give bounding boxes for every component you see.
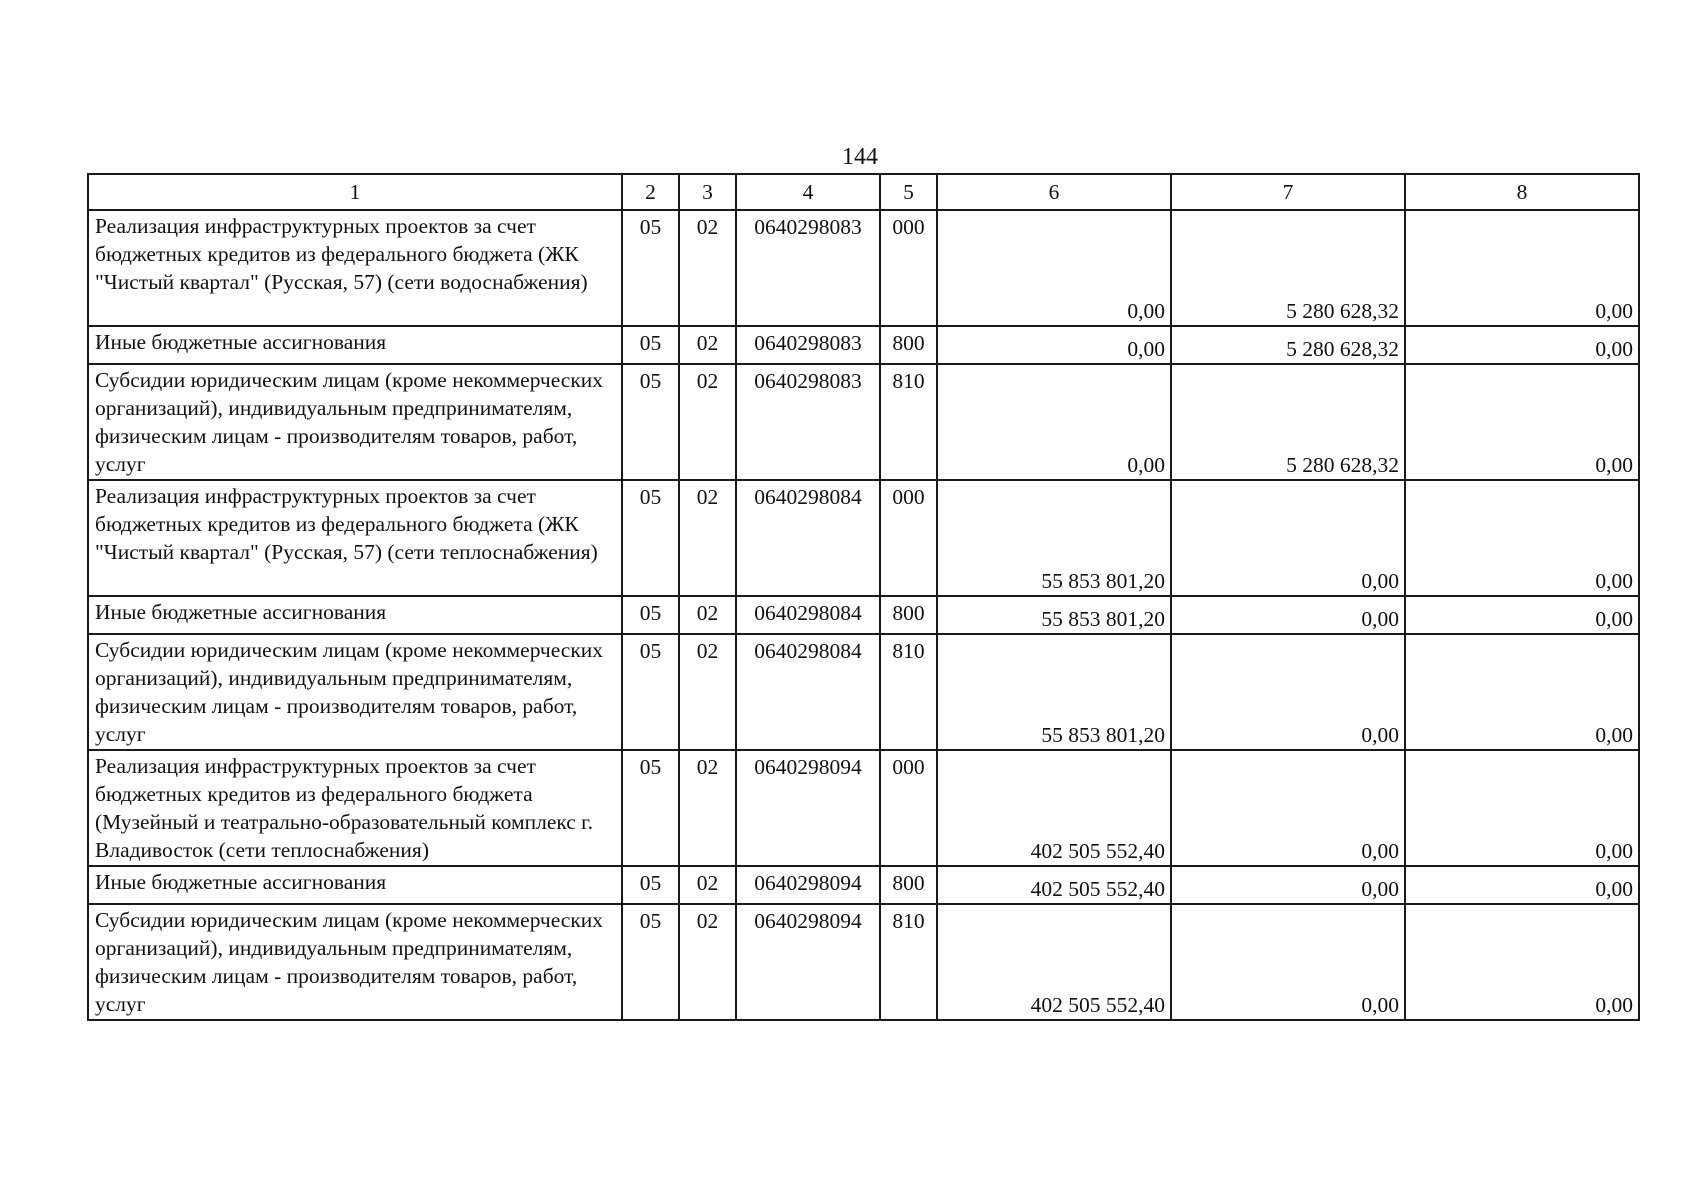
amount-cell: 0,00 <box>937 210 1171 326</box>
expense-type-cell: 800 <box>880 596 937 634</box>
row-name-cell: Субсидии юридическим лицам (кроме некоммерческих организаций), индивидуальным предпринимателям, физическим лицам - производителям товаров, работ, услуг <box>88 364 622 480</box>
section-code-cell: 05 <box>622 210 679 326</box>
amount-cell: 0,00 <box>1405 326 1639 364</box>
table-row <box>88 750 1639 866</box>
expense-type-cell: 800 <box>880 326 937 364</box>
subsection-code-cell: 02 <box>679 866 736 904</box>
amount-cell: 402 505 552,40 <box>937 866 1171 904</box>
target-article-cell: 0640298094 <box>736 866 880 904</box>
table-row <box>88 480 1639 596</box>
row-name-cell: Иные бюджетные ассигнования <box>88 596 622 634</box>
target-article-cell: 0640298083 <box>736 326 880 364</box>
amount-cell: 0,00 <box>1405 866 1639 904</box>
amount-cell: 0,00 <box>1405 210 1639 326</box>
subsection-code-cell: 02 <box>679 904 736 1020</box>
subsection-code-cell: 02 <box>679 634 736 750</box>
expense-type-cell: 000 <box>880 480 937 596</box>
amount-cell: 0,00 <box>1171 596 1405 634</box>
header-cell: 5 <box>880 174 937 210</box>
header-cell: 3 <box>679 174 736 210</box>
expense-type-cell: 000 <box>880 750 937 866</box>
row-name-cell: Иные бюджетные ассигнования <box>88 866 622 904</box>
subsection-code-cell: 02 <box>679 210 736 326</box>
expense-type-cell: 810 <box>880 364 937 480</box>
row-name-cell: Реализация инфраструктурных проектов за счет бюджетных кредитов из федерального бюджета (Музейный и театрально-образовательный комплекс г. Владивосток (сети теплоснабжения) <box>88 750 622 866</box>
amount-cell: 0,00 <box>1171 866 1405 904</box>
table-row <box>88 634 1639 750</box>
subsection-code-cell: 02 <box>679 750 736 866</box>
section-code-cell: 05 <box>622 326 679 364</box>
section-code-cell: 05 <box>622 634 679 750</box>
header-cell: 1 <box>88 174 622 210</box>
section-code-cell: 05 <box>622 750 679 866</box>
row-name-cell: Реализация инфраструктурных проектов за счет бюджетных кредитов из федерального бюджета (ЖК "Чистый квартал" (Русская, 57) (сети водоснабжения) <box>88 210 622 326</box>
header-cell: 7 <box>1171 174 1405 210</box>
amount-cell: 402 505 552,40 <box>937 750 1171 866</box>
amount-cell: 0,00 <box>1405 750 1639 866</box>
target-article-cell: 0640298094 <box>736 904 880 1020</box>
amount-cell: 402 505 552,40 <box>937 904 1171 1020</box>
expense-type-cell: 000 <box>880 210 937 326</box>
amount-cell: 0,00 <box>1405 634 1639 750</box>
amount-cell: 0,00 <box>1171 634 1405 750</box>
amount-cell: 0,00 <box>1405 904 1639 1020</box>
page-number: 144 <box>842 144 878 170</box>
amount-cell: 0,00 <box>1171 480 1405 596</box>
amount-cell: 5 280 628,32 <box>1171 364 1405 480</box>
section-code-cell: 05 <box>622 364 679 480</box>
section-code-cell: 05 <box>622 904 679 1020</box>
subsection-code-cell: 02 <box>679 480 736 596</box>
header-cell: 2 <box>622 174 679 210</box>
amount-cell: 55 853 801,20 <box>937 596 1171 634</box>
table-row <box>88 364 1639 480</box>
amount-cell: 55 853 801,20 <box>937 480 1171 596</box>
expense-type-cell: 810 <box>880 904 937 1020</box>
table-row <box>88 326 1639 364</box>
amount-cell: 55 853 801,20 <box>937 634 1171 750</box>
amount-cell: 0,00 <box>1405 364 1639 480</box>
target-article-cell: 0640298094 <box>736 750 880 866</box>
amount-cell: 0,00 <box>1171 750 1405 866</box>
target-article-cell: 0640298083 <box>736 364 880 480</box>
expense-type-cell: 800 <box>880 866 937 904</box>
header-cell: 8 <box>1405 174 1639 210</box>
amount-cell: 5 280 628,32 <box>1171 326 1405 364</box>
target-article-cell: 0640298083 <box>736 210 880 326</box>
subsection-code-cell: 02 <box>679 364 736 480</box>
table-row <box>88 210 1639 326</box>
row-name-cell: Субсидии юридическим лицам (кроме некоммерческих организаций), индивидуальным предпринимателям, физическим лицам - производителям товаров, работ, услуг <box>88 634 622 750</box>
amount-cell: 0,00 <box>1405 480 1639 596</box>
subsection-code-cell: 02 <box>679 596 736 634</box>
target-article-cell: 0640298084 <box>736 634 880 750</box>
section-code-cell: 05 <box>622 480 679 596</box>
table-row <box>88 596 1639 634</box>
amount-cell: 0,00 <box>937 364 1171 480</box>
section-code-cell: 05 <box>622 866 679 904</box>
target-article-cell: 0640298084 <box>736 596 880 634</box>
table-row <box>88 866 1639 904</box>
section-code-cell: 05 <box>622 596 679 634</box>
row-name-cell: Субсидии юридическим лицам (кроме некоммерческих организаций), индивидуальным предпринимателям, физическим лицам - производителям товаров, работ, услуг <box>88 904 622 1020</box>
amount-cell: 0,00 <box>1405 596 1639 634</box>
subsection-code-cell: 02 <box>679 326 736 364</box>
expense-type-cell: 810 <box>880 634 937 750</box>
amount-cell: 0,00 <box>937 326 1171 364</box>
header-cell: 6 <box>937 174 1171 210</box>
table-row <box>88 904 1639 1020</box>
row-name-cell: Иные бюджетные ассигнования <box>88 326 622 364</box>
header-cell: 4 <box>736 174 880 210</box>
target-article-cell: 0640298084 <box>736 480 880 596</box>
amount-cell: 5 280 628,32 <box>1171 210 1405 326</box>
budget-table <box>87 173 1640 1021</box>
amount-cell: 0,00 <box>1171 904 1405 1020</box>
row-name-cell: Реализация инфраструктурных проектов за счет бюджетных кредитов из федерального бюджета (ЖК "Чистый квартал" (Русская, 57) (сети теплоснабжения) <box>88 480 622 596</box>
table-header-row <box>88 174 1639 210</box>
